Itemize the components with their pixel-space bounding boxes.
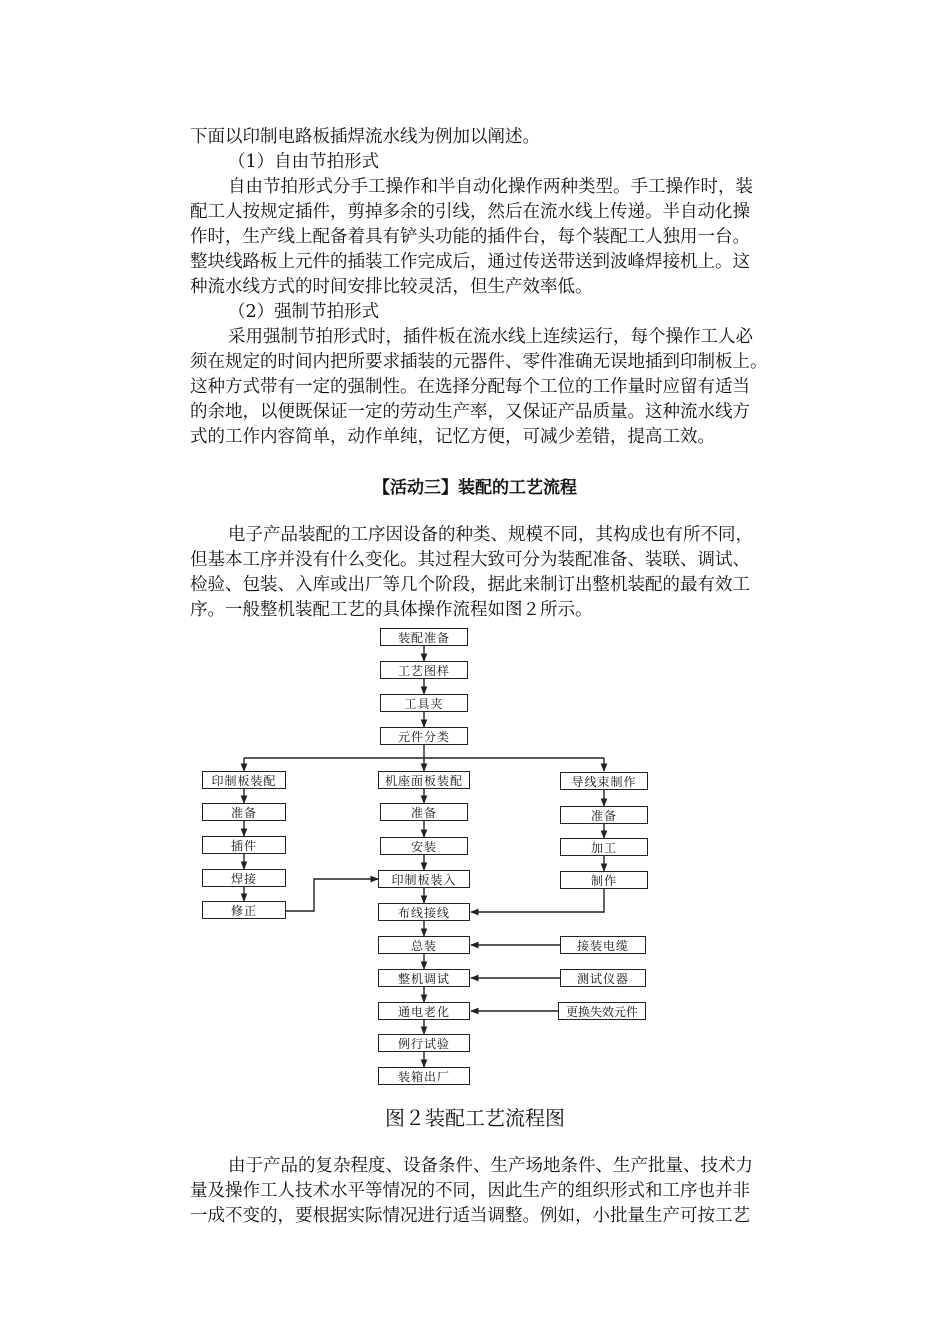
flow-box-component-sorting: 元件分类 (380, 727, 468, 745)
subheading-forced-beat: （2）强制节拍形式 (228, 302, 380, 322)
flow-box-pack-ship: 装箱出厂 (378, 1067, 470, 1085)
flow-box-chassis-panel-assembly: 机座面板装配 (378, 771, 470, 789)
paragraph-line: 这种方式带有一定的强制性。在选择分配每个工位的工作量时应留有适当 (190, 377, 750, 397)
intro-line: 检验、包装、入库或出厂等几个阶段，据此来制订出整机装配的最有效工 (190, 575, 750, 595)
paragraph-line: 的余地，以便既保证一定的劳动生产率，又保证产品质量。这种流水线方 (190, 402, 750, 422)
flow-box-final-assembly: 总装 (378, 936, 470, 954)
closing-line: 由于产品的复杂程度、设备条件、生产场地条件、生产批量、技术力 (228, 1156, 753, 1176)
paragraph-line: 整块线路板上元件的插装工作完成后，通过传送带送到波峰焊接机上。这 (190, 252, 750, 272)
paragraph-line: 作时，生产线上配备着具有铲头功能的插件台，每个装配工人独用一台。 (190, 227, 750, 247)
flow-box-right-prep: 准备 (560, 806, 648, 824)
flow-box-harness-making: 导线束制作 (560, 772, 648, 790)
flow-box-soldering: 焊接 (202, 869, 286, 887)
flow-box-fabrication: 制作 (560, 871, 648, 889)
paragraph-line: 种流水线方式的时间安排比较灵活，但生产效率低。 (190, 277, 593, 297)
subheading-free-beat: （1）自由节拍形式 (228, 152, 380, 172)
flow-box-system-debug: 整机调试 (378, 969, 470, 987)
flow-box-install: 安装 (380, 837, 468, 855)
paragraph-line: 自由节拍形式分手工操作和半自动化操作两种类型。手工操作时，装 (228, 177, 753, 197)
flow-box-routine-test: 例行试验 (378, 1034, 470, 1052)
flow-box-center-prep: 准备 (380, 803, 468, 821)
flow-box-process-drawings: 工艺图样 (380, 661, 468, 679)
closing-line: 量及操作工人技术水平等情况的不同，因此生产的组织形式和工序也并非 (190, 1181, 750, 1201)
closing-line: 一成不变的，要根据实际情况进行适当调整。例如，小批量生产可按工艺 (190, 1206, 750, 1226)
flow-box-pcb-mounting: 印制板装入 (378, 870, 470, 888)
flow-box-insertion: 插件 (202, 836, 286, 854)
flow-box-wiring: 布线接线 (378, 903, 470, 921)
flow-box-test-instruments: 测试仪器 (560, 969, 646, 987)
paragraph-line: 下面以印制电路板插焊流水线为例加以阐述。 (190, 127, 540, 147)
paragraph-line: 式的工作内容简单，动作单纯，记忆方便，可减少差错，提高工效。 (190, 427, 715, 447)
paragraph-line: 配工人按规定插件，剪掉多余的引线，然后在流水线上传递。半自动化操 (190, 202, 750, 222)
flow-box-replace-failed-parts: 更换失效元件 (558, 1002, 646, 1020)
paragraph-line: 须在规定的时间内把所要求插装的元器件、零件准确无误地插到印制板上。 (190, 352, 768, 372)
section-heading: 【活动三】装配的工艺流程 (373, 478, 577, 498)
paragraph-line: 采用强制节拍形式时，插件板在流水线上连续运行，每个操作工人必 (228, 327, 753, 347)
intro-line: 序。一般整机装配工艺的具体操作流程如图２所示。 (190, 600, 593, 620)
intro-line: 但基本工序并没有什么变化。其过程大致可分为装配准备、装联、调试、 (190, 550, 750, 570)
flow-box-correction: 修正 (202, 901, 286, 919)
flow-box-fixtures: 工具夹 (380, 694, 468, 712)
flow-box-burn-in: 通电老化 (378, 1002, 470, 1020)
flow-box-left-prep: 准备 (202, 803, 286, 821)
figure-caption: 图２装配工艺流程图 (385, 1106, 565, 1130)
flow-box-pcb-assembly: 印制板装配 (202, 771, 286, 789)
flow-box-connect-cables: 接装电缆 (560, 936, 646, 954)
intro-line: 电子产品装配的工序因设备的种类、规模不同，其构成也有所不同， (228, 525, 753, 545)
flow-box-processing: 加工 (560, 838, 648, 856)
flow-box-assembly-prep: 装配准备 (380, 628, 468, 646)
